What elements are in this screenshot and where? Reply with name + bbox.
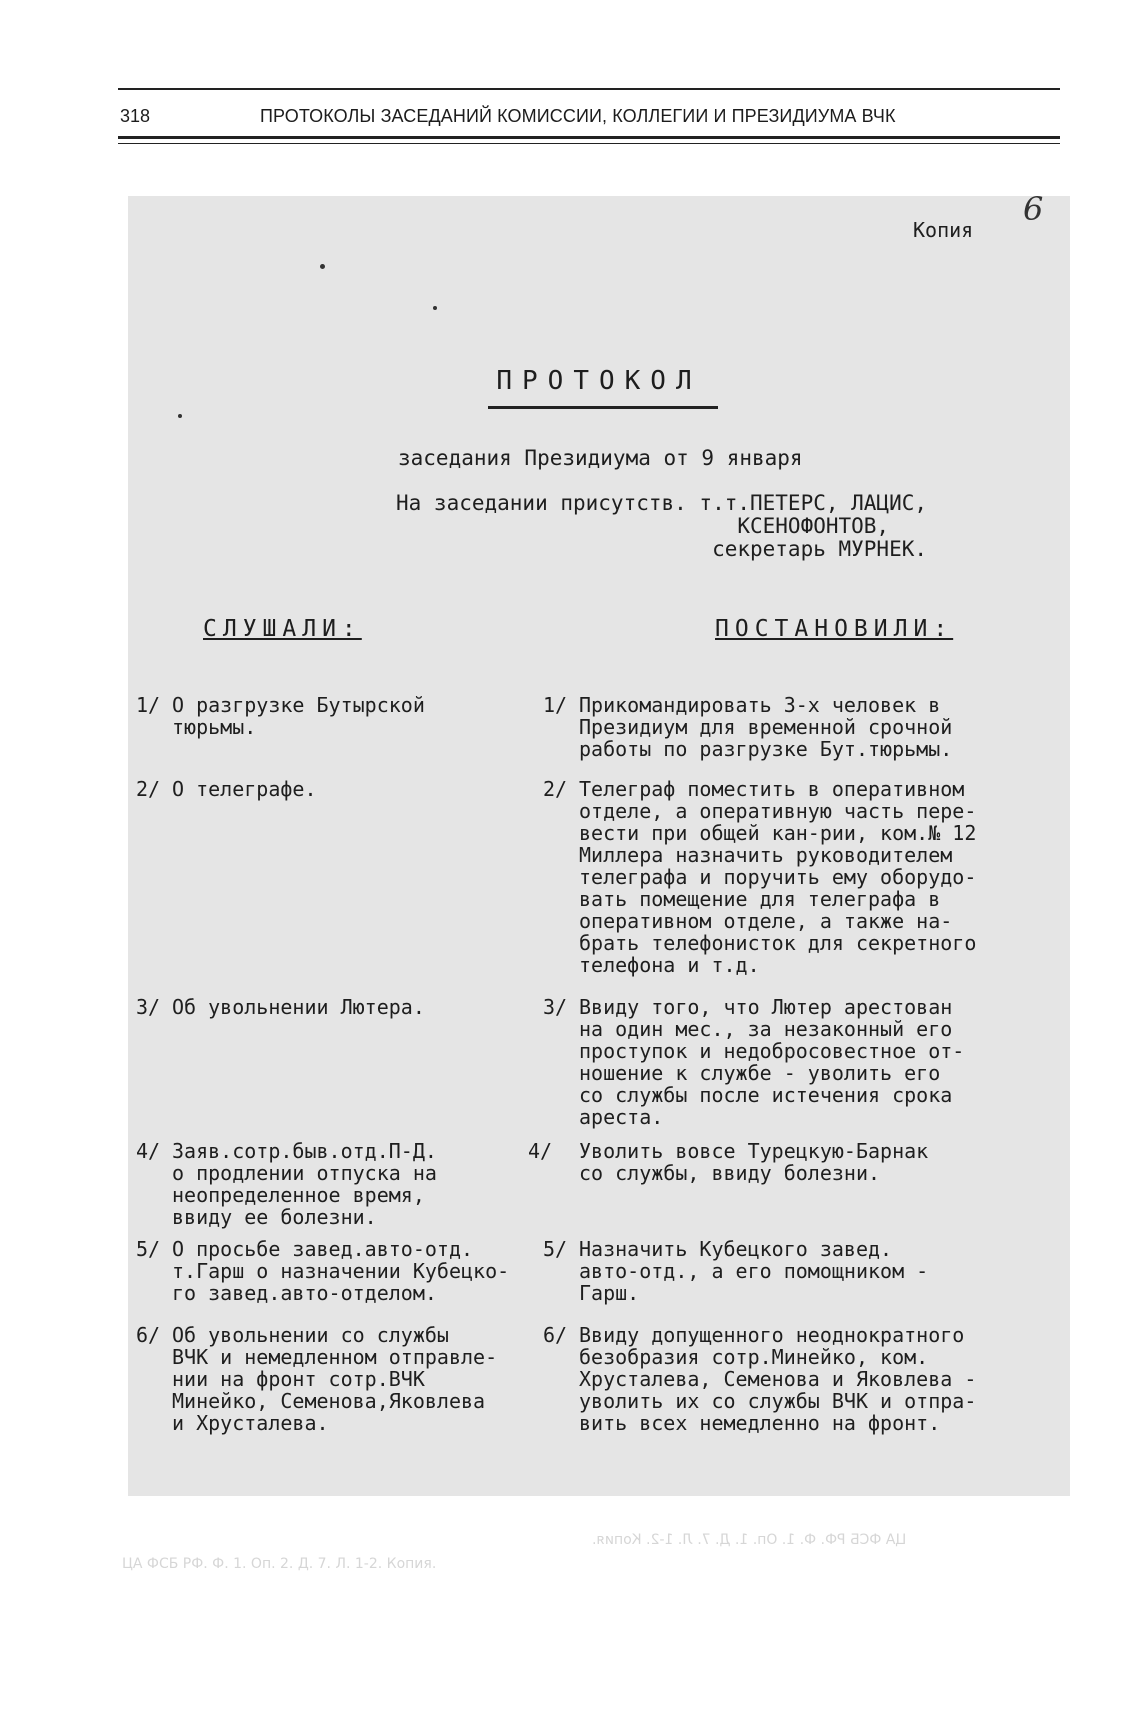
heard-item: Об увольнении со службы ВЧК и немедленном отправле- нии на фронт сотр.ВЧК Минейко, Семенова,Яковлева и Хрусталева.	[172, 1323, 498, 1435]
column-heading-heard: СЛУШАЛИ:	[203, 616, 362, 642]
heard-item: О разгрузке Бутырской тюрьмы.	[172, 693, 425, 739]
item-number-left: 6/	[136, 1323, 161, 1347]
heard-item: Об увольнении Лютера.	[172, 995, 425, 1019]
resolved-item: Назначить Кубецкого завед. авто-отд., а его помощником - Гарш.	[579, 1237, 929, 1305]
ink-speck	[178, 414, 182, 418]
item-number-right: 1/	[543, 693, 568, 717]
item-number-right: 6/	[543, 1323, 568, 1347]
document-title: ПРОТОКОЛ	[496, 366, 702, 396]
resolved-item: Уволить вовсе Турецкую-Барнак со службы, ввиду болезни.	[579, 1139, 929, 1185]
item-number-right: 5/	[543, 1237, 568, 1261]
bleed-through-text	[122, 1532, 1082, 1592]
item-number-right: 3/	[543, 995, 568, 1019]
meeting-subtitle: заседания Президиума от 9 января	[398, 446, 803, 470]
document-photo	[128, 190, 1070, 1496]
resolved-item: Ввиду допущенного неоднократного безобразия сотр.Минейко, ком. Хрусталева, Семенова и Яковлева - уволить их со службы ВЧК и отпра- вить всех немедленно на фронт.	[579, 1323, 977, 1435]
item-number-left: 4/	[136, 1139, 161, 1163]
item-number-left: 3/	[136, 995, 161, 1019]
header-bottom-rule-thick	[118, 136, 1060, 139]
copy-label: Копия	[913, 218, 974, 242]
page-number: 318	[120, 106, 151, 126]
running-title: ПРОТОКОЛЫ ЗАСЕДАНИЙ КОМИССИИ, КОЛЛЕГИИ И ПРЕЗИДИУМА ВЧК	[260, 106, 896, 126]
handwritten-page-mark: 6	[1023, 190, 1044, 228]
item-number-left: 1/	[136, 693, 161, 717]
resolved-item: Телеграф поместить в оперативном отделе, а оперативную часть пере- вести при общей кан-рии, ком.№ 12 Миллера назначить руководителем телеграфа и поручить ему оборудо- вать помещение для телеграфа в оперативном отделе, а также на- брать телефонисток для секретного телефона и т.д.	[579, 777, 977, 977]
bleed-through-line: ЦА ФСБ РФ. Ф. 1. Оп. 2. Д. 7. Л. 1-2. Копия.	[122, 1556, 437, 1572]
header-top-rule	[118, 88, 1060, 90]
ink-speck	[320, 264, 325, 269]
bleed-through-line: ЦА ФСБ РФ. Ф. 1. Оп. 1. Д. 7. Л. 1-2. Копия.	[592, 1532, 907, 1548]
item-number-left: 2/	[136, 777, 161, 801]
heard-item: О телеграфе.	[172, 777, 317, 801]
item-number-left: 5/	[136, 1237, 161, 1261]
ink-speck	[433, 306, 437, 310]
resolved-item: Ввиду того, что Лютер арестован на один мес., за незаконный его проступок и недобросовестное от- ношение к службе - уволить его со службы после истечения срока ареста.	[579, 995, 965, 1129]
resolved-item: Прикомандировать 3-х человек в Президиум для временной срочной работы по разгрузке Бут.тюрьмы.	[579, 693, 953, 761]
header-bottom-rule-thin	[118, 143, 1060, 144]
column-heading-resolved: ПОСТАНОВИЛИ:	[715, 616, 954, 642]
item-number-right: 2/	[543, 777, 568, 801]
heard-item: Заяв.сотр.быв.отд.П-Д. о продлении отпуска на неопределенное время, ввиду ее болезни.	[172, 1139, 437, 1229]
item-number-right: 4/	[528, 1139, 553, 1163]
title-underline	[488, 406, 718, 409]
heard-item: О просьбе завед.авто-отд. т.Гарш о назначении Кубецко- го завед.авто-отделом.	[172, 1237, 510, 1305]
attendance-list: На заседании присутств. т.т.ПЕТЕРС, ЛАЦИС, КСЕНОФОНТОВ, секретарь МУРНЕК.	[396, 491, 928, 561]
running-header	[118, 88, 1060, 150]
